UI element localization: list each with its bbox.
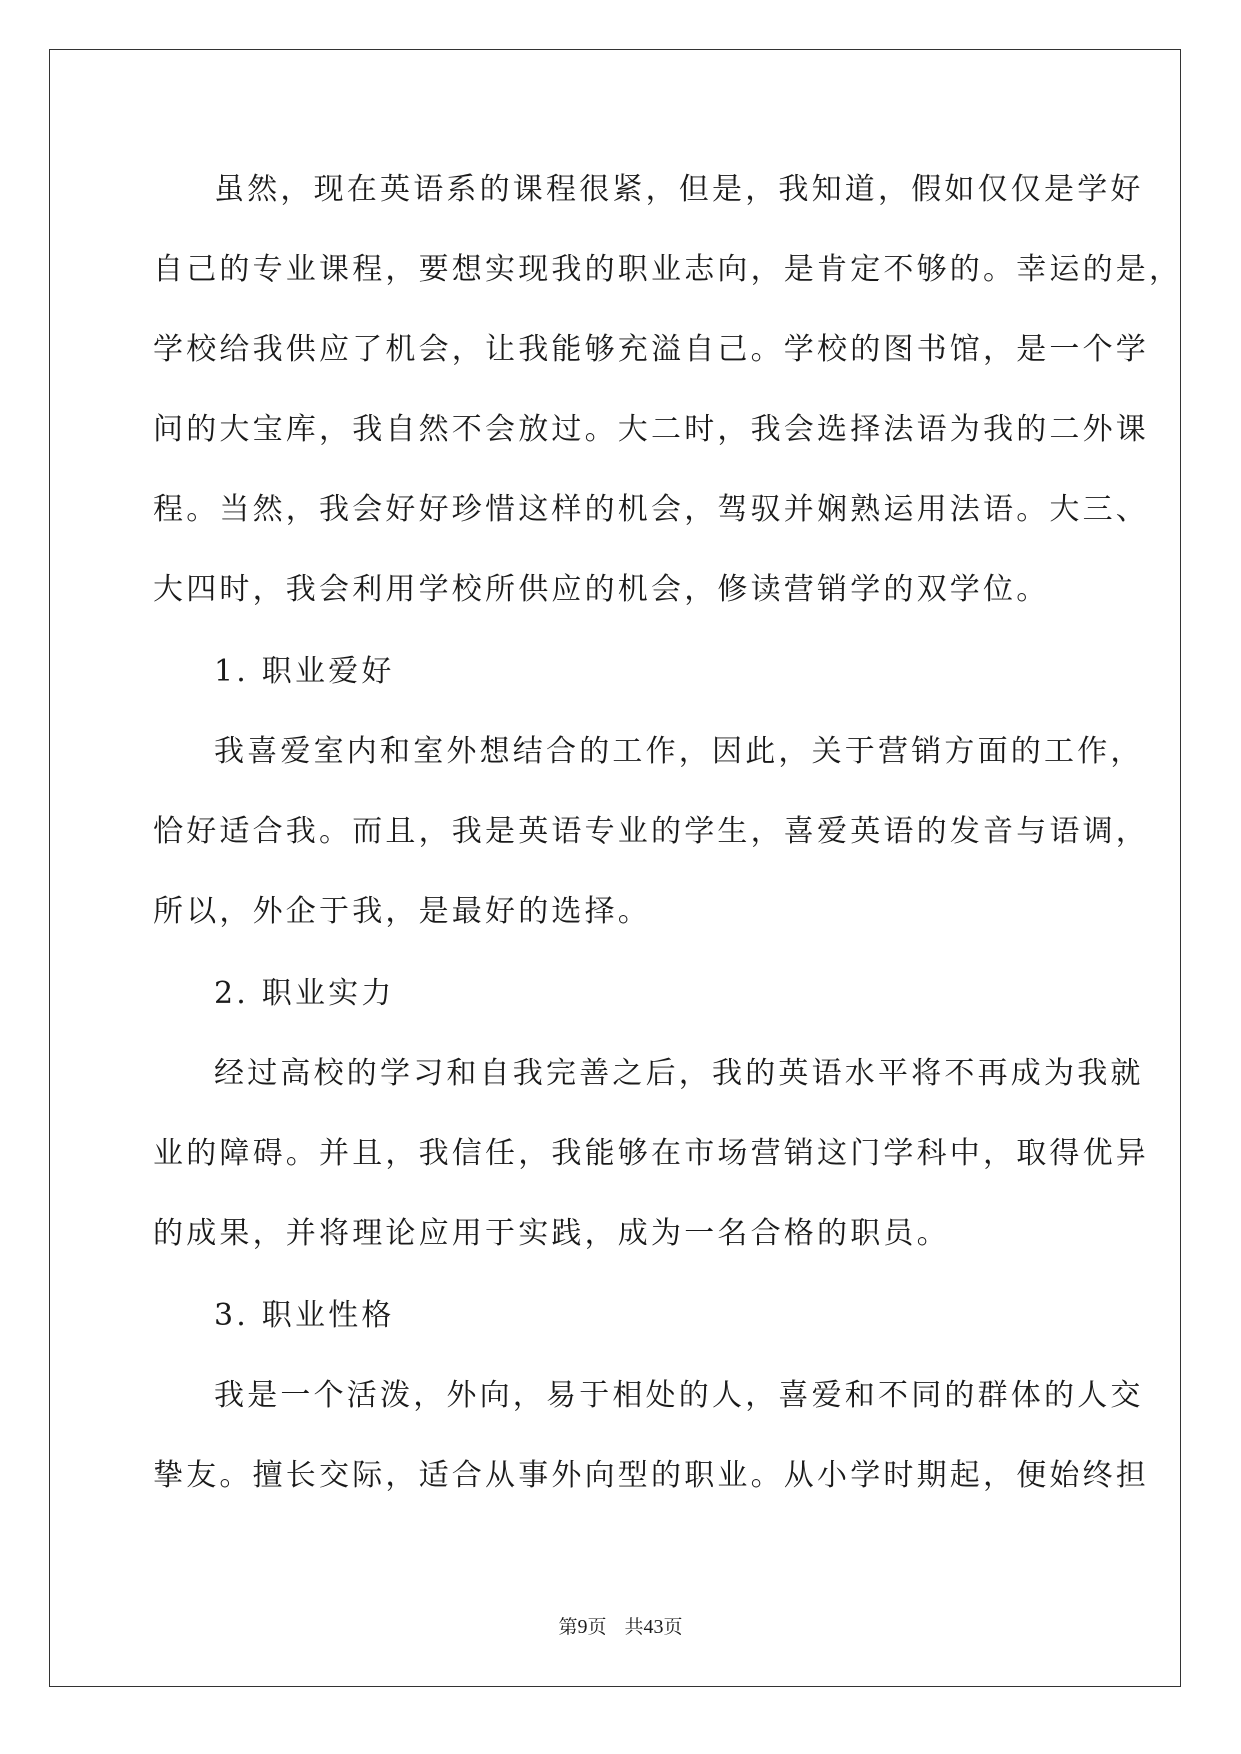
section-heading: 2. 职业实力 xyxy=(214,976,395,1011)
paragraph-line: 我是一个活泼，外向，易于相处的人，喜爱和不同的群体的人交 xyxy=(214,1378,1144,1413)
section-heading: 3. 职业性格 xyxy=(214,1298,395,1333)
page-suffix: 页 xyxy=(587,1616,607,1638)
page-border xyxy=(49,49,1181,1687)
paragraph-line: 虽然，现在英语系的课程很紧，但是，我知道，假如仅仅是学好 xyxy=(214,172,1144,207)
paragraph-line: 大四时，我会利用学校所供应的机会，修读营销学的双学位。 xyxy=(153,572,1050,607)
paragraph-line: 的成果，并将理论应用于实践，成为一名合格的职员。 xyxy=(153,1216,950,1251)
paragraph-line: 自己的专业课程，要想实现我的职业志向，是肯定不够的。幸运的是， xyxy=(153,252,1183,287)
paragraph-line: 挚友。擅长交际，适合从事外向型的职业。从小学时期起，便始终担 xyxy=(153,1458,1149,1493)
page-footer xyxy=(0,1615,1241,1639)
paragraph-line: 经过高校的学习和自我完善之后，我的英语水平将不再成为我就 xyxy=(214,1056,1144,1091)
paragraph-line: 业的障碍。并且，我信任，我能够在市场营销这门学科中，取得优异 xyxy=(153,1136,1149,1171)
paragraph-line: 问的大宝库，我自然不会放过。大二时，我会选择法语为我的二外课 xyxy=(153,412,1149,447)
page-prefix: 第 xyxy=(558,1616,578,1638)
paragraph-line: 学校给我供应了机会，让我能够充溢自己。学校的图书馆，是一个学 xyxy=(153,332,1149,367)
total-suffix: 页 xyxy=(663,1616,683,1638)
section-heading: 1. 职业爱好 xyxy=(214,654,395,689)
paragraph-line: 恰好适合我。而且，我是英语专业的学生，喜爱英语的发音与语调， xyxy=(153,814,1149,849)
total-pages: 43 xyxy=(643,1616,664,1638)
paragraph-line: 我喜爱室内和室外想结合的工作，因此，关于营销方面的工作， xyxy=(214,734,1144,769)
page-number: 9 xyxy=(577,1616,588,1638)
paragraph-line: 程。当然，我会好好珍惜这样的机会，驾驭并娴熟运用法语。大三、 xyxy=(153,492,1149,527)
paragraph-line: 所以，外企于我，是最好的选择。 xyxy=(153,894,651,929)
total-prefix: 共 xyxy=(624,1616,644,1638)
